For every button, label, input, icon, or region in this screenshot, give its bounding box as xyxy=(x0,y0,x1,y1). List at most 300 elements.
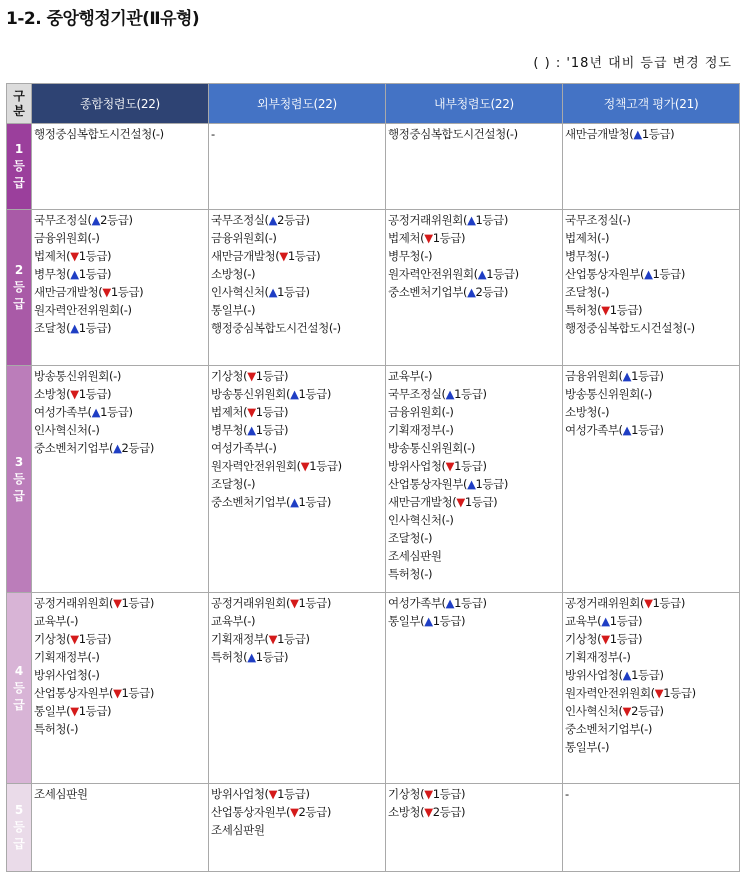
agency-name: 금융위원회 xyxy=(565,369,619,383)
grade-change: 1등급 xyxy=(609,614,639,628)
agency-entry xyxy=(388,803,562,821)
grade-number: 5 xyxy=(14,803,24,817)
agency-name: 통일부 xyxy=(565,740,598,754)
agency-name: 국무조정실 xyxy=(388,387,442,401)
paren-close: ) xyxy=(107,249,112,263)
agency-entry xyxy=(211,283,385,301)
agency-entry xyxy=(565,648,739,666)
agency-entry xyxy=(565,666,739,684)
up-arrow-icon: ▲ xyxy=(601,614,610,628)
grade-change: - xyxy=(601,231,605,245)
paren-open: ( xyxy=(682,321,687,335)
grade-change: - xyxy=(123,303,128,317)
agency-entry xyxy=(565,265,739,283)
paren-close: ) xyxy=(159,127,164,141)
cell-internal xyxy=(386,784,563,872)
grade-change: 2등급 xyxy=(100,213,129,227)
legend-note: ( ) : '18년 대비 등급 변경 정도 xyxy=(533,56,732,71)
agency-name: 소방청 xyxy=(211,267,244,281)
paren-close: ) xyxy=(337,459,342,473)
cell-external xyxy=(209,366,386,593)
agency-entry xyxy=(34,666,208,684)
agency-entry xyxy=(565,319,739,337)
grade-change: - xyxy=(247,614,251,628)
paren-open: ( xyxy=(639,387,645,401)
cell-policy-customer xyxy=(563,124,740,210)
grade-word-char: 등 xyxy=(13,680,25,695)
agency-name: 기획재정부 xyxy=(388,423,442,437)
agency-name: - xyxy=(565,787,569,801)
grade-change: - xyxy=(622,650,627,664)
paren-open: ( xyxy=(243,477,248,491)
paren-close: ) xyxy=(659,423,664,437)
paren-close: ) xyxy=(461,805,466,819)
cell-policy-customer xyxy=(563,210,740,366)
grade-change: - xyxy=(445,513,450,527)
grade-change: 1등급 xyxy=(454,387,483,401)
paren-close: ) xyxy=(427,531,433,545)
agency-name: 새만금개발청 xyxy=(388,495,453,509)
paren-open: ( xyxy=(264,285,269,299)
grade-change: 1등급 xyxy=(641,127,671,141)
paren-close: ) xyxy=(638,632,643,646)
agency-name: 특허청 xyxy=(388,567,421,581)
paren-close: ) xyxy=(250,477,256,491)
agency-entry xyxy=(34,403,208,421)
page-title: 1-2. 중앙행정기관(Ⅱ유형) xyxy=(6,9,200,29)
grade-change: 1등급 xyxy=(609,303,639,317)
agency-name: 금융위원회 xyxy=(388,405,442,419)
paren-open: ( xyxy=(441,513,446,527)
paren-open: ( xyxy=(243,303,248,317)
up-arrow-icon: ▲ xyxy=(70,267,79,281)
down-arrow-icon: ▼ xyxy=(290,805,299,819)
up-arrow-icon: ▲ xyxy=(247,423,256,437)
paren-close: ) xyxy=(95,650,100,664)
agency-name: 산업통상자원부 xyxy=(388,477,463,491)
paren-open: ( xyxy=(420,787,425,801)
agency-name: 병무청 xyxy=(211,423,244,437)
agency-entry xyxy=(211,594,385,612)
paren-open: ( xyxy=(151,127,156,141)
grade-change: 1등급 xyxy=(255,650,285,664)
agency-entry xyxy=(34,785,208,803)
agency-entry xyxy=(388,493,562,511)
agency-entry xyxy=(388,367,562,385)
paren-open: ( xyxy=(420,614,425,628)
down-arrow-icon: ▼ xyxy=(268,787,278,801)
agency-name: 중소벤처기업부 xyxy=(388,285,463,299)
agency-name: 인사혁신처 xyxy=(211,285,265,299)
grade-word-char: 등 xyxy=(13,159,25,173)
agency-name: 법제처 xyxy=(565,231,598,245)
grade-table xyxy=(6,83,740,872)
grade-change: 1등급 xyxy=(475,477,504,491)
cell-overall xyxy=(32,366,209,593)
paren-close: ) xyxy=(626,650,631,664)
grade-row-1 xyxy=(7,124,740,210)
grade-change: 2등급 xyxy=(475,285,504,299)
paren-open: ( xyxy=(618,704,623,718)
agency-name: 방송통신위원회 xyxy=(388,441,463,455)
grade-change: 1등급 xyxy=(298,387,327,401)
agency-entry xyxy=(388,511,562,529)
grade-change: 2등급 xyxy=(631,704,660,718)
cell-policy-customer xyxy=(563,593,740,784)
paren-close: ) xyxy=(128,405,133,419)
down-arrow-icon: ▼ xyxy=(247,405,256,419)
agency-name: 통일부 xyxy=(211,303,244,317)
paren-open: ( xyxy=(420,805,425,819)
grade-change: 1등급 xyxy=(255,405,285,419)
agency-name: 방위사업청 xyxy=(388,459,442,473)
grade-change: 1등급 xyxy=(121,596,150,610)
agency-entry xyxy=(388,229,562,247)
agency-entry xyxy=(565,738,739,756)
paren-open: ( xyxy=(108,369,114,383)
agency-entry xyxy=(388,283,562,301)
agency-entry xyxy=(211,630,385,648)
agency-name: 병무청 xyxy=(34,267,67,281)
grade-change: 1등급 xyxy=(631,369,660,383)
paren-open: ( xyxy=(597,231,602,245)
agency-entry xyxy=(34,594,208,612)
paren-open: ( xyxy=(243,650,248,664)
agency-entry xyxy=(565,367,739,385)
paren-open: ( xyxy=(285,387,291,401)
down-arrow-icon: ▼ xyxy=(70,632,79,646)
paren-close: ) xyxy=(107,321,112,335)
grade-change: - xyxy=(91,423,96,437)
paren-close: ) xyxy=(107,632,112,646)
agency-entry xyxy=(34,367,208,385)
agency-name: 특허청 xyxy=(34,722,67,736)
agency-name: 행정중심복합도시건설청 xyxy=(565,321,683,335)
grade-change: - xyxy=(91,668,96,682)
cell-overall xyxy=(32,210,209,366)
grade-change: - xyxy=(268,441,273,455)
paren-close: ) xyxy=(461,787,466,801)
cell-internal xyxy=(386,210,563,366)
grade-change: - xyxy=(424,567,428,581)
up-arrow-icon: ▲ xyxy=(113,441,122,455)
agency-entry xyxy=(211,211,385,229)
paren-open: ( xyxy=(420,567,425,581)
grade-change: 1등급 xyxy=(432,787,462,801)
grade-change: 1등급 xyxy=(100,405,129,419)
agency-name: 공정거래위원회 xyxy=(565,596,640,610)
agency-entry xyxy=(565,283,739,301)
paren-open: ( xyxy=(66,614,71,628)
agency-entry xyxy=(565,594,739,612)
header-row xyxy=(7,84,740,124)
grade-change: 1등급 xyxy=(78,704,108,718)
up-arrow-icon: ▲ xyxy=(622,668,632,682)
grade-change: - xyxy=(686,321,691,335)
paren-close: ) xyxy=(680,596,685,610)
paren-close: ) xyxy=(638,303,643,317)
grade-row-2 xyxy=(7,210,740,366)
agency-name: 조달청 xyxy=(211,477,244,491)
agency-name: 원자력안전위원회 xyxy=(34,303,120,317)
paren-close: ) xyxy=(461,231,466,245)
down-arrow-icon: ▼ xyxy=(424,787,433,801)
grade-change: 1등급 xyxy=(486,267,515,281)
paren-close: ) xyxy=(513,127,518,141)
up-arrow-icon: ▲ xyxy=(467,285,476,299)
grade-change: 2등급 xyxy=(298,805,327,819)
down-arrow-icon: ▼ xyxy=(113,596,122,610)
grade-word-char: 급 xyxy=(13,488,25,503)
paren-open: ( xyxy=(420,369,425,383)
paren-open: ( xyxy=(98,285,103,299)
agency-name: 중소벤처기업부 xyxy=(34,441,109,455)
agency-entry xyxy=(388,547,562,565)
paren-open: ( xyxy=(639,267,645,281)
grade-change: - xyxy=(247,303,251,317)
agency-name: 조달청 xyxy=(388,531,421,545)
agency-name: 여성가족부 xyxy=(211,441,265,455)
paren-close: ) xyxy=(604,249,610,263)
paren-close: ) xyxy=(272,441,277,455)
grade-change: - xyxy=(70,614,74,628)
paren-close: ) xyxy=(305,285,310,299)
down-arrow-icon: ▼ xyxy=(654,686,664,700)
grade-label xyxy=(7,124,32,210)
col-header-external: 외부청렴도(22) xyxy=(209,84,386,124)
agency-entry xyxy=(388,211,562,229)
agency-entry xyxy=(34,265,208,283)
grade-number: 2 xyxy=(14,263,24,277)
paren-close: ) xyxy=(107,267,112,281)
grade-change: 1등급 xyxy=(454,596,483,610)
agency-entry xyxy=(565,702,739,720)
agency-entry xyxy=(34,439,208,457)
agency-name: 행정중심복합도시건설청 xyxy=(211,321,329,335)
paren-open: ( xyxy=(639,596,645,610)
grade-change: 1등급 xyxy=(78,321,108,335)
paren-close: ) xyxy=(284,405,289,419)
agency-name: 교육부 xyxy=(565,614,598,628)
grade-change: 1등급 xyxy=(298,495,327,509)
paren-close: ) xyxy=(107,704,112,718)
agency-name: 중소벤처기업부 xyxy=(565,722,640,736)
grade-change: - xyxy=(644,722,648,736)
grade-change: 1등급 xyxy=(78,267,108,281)
agency-name: 인사혁신처 xyxy=(565,704,619,718)
agency-entry xyxy=(34,648,208,666)
up-arrow-icon: ▲ xyxy=(268,213,278,227)
up-arrow-icon: ▲ xyxy=(445,596,455,610)
grade-change: - xyxy=(70,722,74,736)
agency-entry xyxy=(211,457,385,475)
paren-close: ) xyxy=(647,722,652,736)
grade-change: 2등급 xyxy=(432,805,462,819)
grade-number: 3 xyxy=(14,454,24,469)
agency-name: 행정중심복합도시건설청 xyxy=(388,127,506,141)
paren-close: ) xyxy=(503,213,508,227)
agency-entry xyxy=(34,421,208,439)
cell-external xyxy=(209,784,386,872)
paren-open: ( xyxy=(66,321,71,335)
paren-open: ( xyxy=(66,704,71,718)
agency-entry xyxy=(34,319,208,337)
paren-open: ( xyxy=(441,596,446,610)
agency-name: 공정거래위원회 xyxy=(34,596,109,610)
paren-open: ( xyxy=(597,740,602,754)
up-arrow-icon: ▲ xyxy=(477,267,487,281)
paren-close: ) xyxy=(482,387,487,401)
agency-name: 방송통신위원회 xyxy=(565,387,640,401)
agency-name: 산업통상자원부 xyxy=(565,267,640,281)
down-arrow-icon: ▼ xyxy=(424,805,433,819)
grade-change: 1등급 xyxy=(454,459,483,473)
agency-name: 행정중심복합도시건설청 xyxy=(34,127,152,141)
grade-change: 1등급 xyxy=(609,632,639,646)
grade-change: - xyxy=(424,531,428,545)
grade-change: 1등급 xyxy=(298,596,327,610)
down-arrow-icon: ▼ xyxy=(622,704,632,718)
paren-close: ) xyxy=(659,704,664,718)
agency-name: 병무청 xyxy=(565,249,598,263)
paren-close: ) xyxy=(305,632,310,646)
up-arrow-icon: ▲ xyxy=(424,614,433,628)
agency-entry xyxy=(211,493,385,511)
agency-entry xyxy=(34,229,208,247)
agency-name: 소방청 xyxy=(565,405,598,419)
up-arrow-icon: ▲ xyxy=(445,387,455,401)
agency-entry xyxy=(388,475,562,493)
agency-entry xyxy=(565,385,739,403)
grade-change: - xyxy=(644,387,648,401)
paren-open: ( xyxy=(243,423,248,437)
cell-external xyxy=(209,593,386,784)
agency-name: - xyxy=(211,127,215,141)
paren-open: ( xyxy=(285,495,291,509)
agency-entry xyxy=(34,125,208,143)
paren-open: ( xyxy=(285,596,291,610)
paren-close: ) xyxy=(514,267,519,281)
agency-name: 국무조정실 xyxy=(565,213,619,227)
grade-change: - xyxy=(467,441,471,455)
paren-close: ) xyxy=(73,722,79,736)
paren-close: ) xyxy=(604,405,610,419)
agency-name: 조세심판원 xyxy=(211,823,265,837)
paren-open: ( xyxy=(87,213,92,227)
agency-entry xyxy=(388,385,562,403)
paren-open: ( xyxy=(87,231,92,245)
grade-change: 1등급 xyxy=(287,249,317,263)
grade-change: 1등급 xyxy=(277,285,306,299)
agency-entry xyxy=(34,385,208,403)
paren-close: ) xyxy=(250,303,256,317)
down-arrow-icon: ▼ xyxy=(70,249,79,263)
grade-change: 1등급 xyxy=(110,285,140,299)
up-arrow-icon: ▲ xyxy=(91,213,101,227)
down-arrow-icon: ▼ xyxy=(113,686,122,700)
agency-name: 새만금개발청 xyxy=(211,249,276,263)
up-arrow-icon: ▲ xyxy=(247,650,256,664)
paren-open: ( xyxy=(119,303,124,317)
paren-open: ( xyxy=(243,267,248,281)
paren-close: ) xyxy=(647,387,652,401)
paren-open: ( xyxy=(441,423,446,437)
paren-open: ( xyxy=(66,267,71,281)
up-arrow-icon: ▲ xyxy=(644,267,653,281)
agency-name: 기상청 xyxy=(34,632,67,646)
grade-label xyxy=(7,593,32,784)
paren-close: ) xyxy=(690,321,695,335)
grade-change: 1등급 xyxy=(78,632,108,646)
grade-change: 1등급 xyxy=(78,387,108,401)
up-arrow-icon: ▲ xyxy=(633,127,642,141)
paren-open: ( xyxy=(420,249,425,263)
agency-entry xyxy=(565,247,739,265)
up-arrow-icon: ▲ xyxy=(467,213,476,227)
agency-name: 공정거래위원회 xyxy=(388,213,463,227)
grade-change: 1등급 xyxy=(255,369,285,383)
paren-close: ) xyxy=(326,805,331,819)
grade-change: 2등급 xyxy=(121,441,150,455)
paren-close: ) xyxy=(95,668,100,682)
paren-open: ( xyxy=(296,459,301,473)
paren-open: ( xyxy=(452,495,457,509)
agency-name: 특허청 xyxy=(565,303,598,317)
up-arrow-icon: ▲ xyxy=(622,423,632,437)
grade-change: 1등급 xyxy=(432,614,462,628)
grade-change: - xyxy=(91,231,96,245)
agency-name: 원자력안전위원회 xyxy=(388,267,474,281)
grade-change: - xyxy=(332,321,337,335)
grade-change: 1등급 xyxy=(309,459,338,473)
paren-open: ( xyxy=(441,405,446,419)
agency-name: 조세심판원 xyxy=(34,787,88,801)
agency-entry xyxy=(211,403,385,421)
agency-entry xyxy=(565,684,739,702)
agency-entry xyxy=(211,125,385,143)
down-arrow-icon: ▼ xyxy=(247,369,256,383)
agency-entry xyxy=(388,265,562,283)
agency-entry xyxy=(34,301,208,319)
agency-entry xyxy=(565,211,739,229)
paren-close: ) xyxy=(427,567,433,581)
paren-close: ) xyxy=(149,596,154,610)
paren-close: ) xyxy=(626,213,631,227)
paren-close: ) xyxy=(336,321,341,335)
agency-name: 기상청 xyxy=(388,787,421,801)
paren-close: ) xyxy=(250,267,256,281)
agency-name: 기상청 xyxy=(565,632,598,646)
paren-open: ( xyxy=(597,303,602,317)
corner-label-text: 구 분 xyxy=(13,88,25,118)
agency-name: 산업통상자원부 xyxy=(211,805,286,819)
agency-entry xyxy=(388,125,562,143)
agency-name: 기획재정부 xyxy=(211,632,265,646)
agency-entry xyxy=(211,612,385,630)
paren-open: ( xyxy=(66,722,71,736)
up-arrow-icon: ▲ xyxy=(467,477,476,491)
paren-close: ) xyxy=(449,405,454,419)
agency-name: 교육부 xyxy=(211,614,244,628)
cell-policy-customer xyxy=(563,366,740,593)
grade-change: 1등급 xyxy=(277,632,306,646)
agency-entry xyxy=(211,475,385,493)
grade-change: 1등급 xyxy=(652,267,681,281)
grade-word-char: 등 xyxy=(13,280,25,294)
paren-open: ( xyxy=(108,441,114,455)
paren-open: ( xyxy=(108,686,114,700)
cell-internal xyxy=(386,124,563,210)
